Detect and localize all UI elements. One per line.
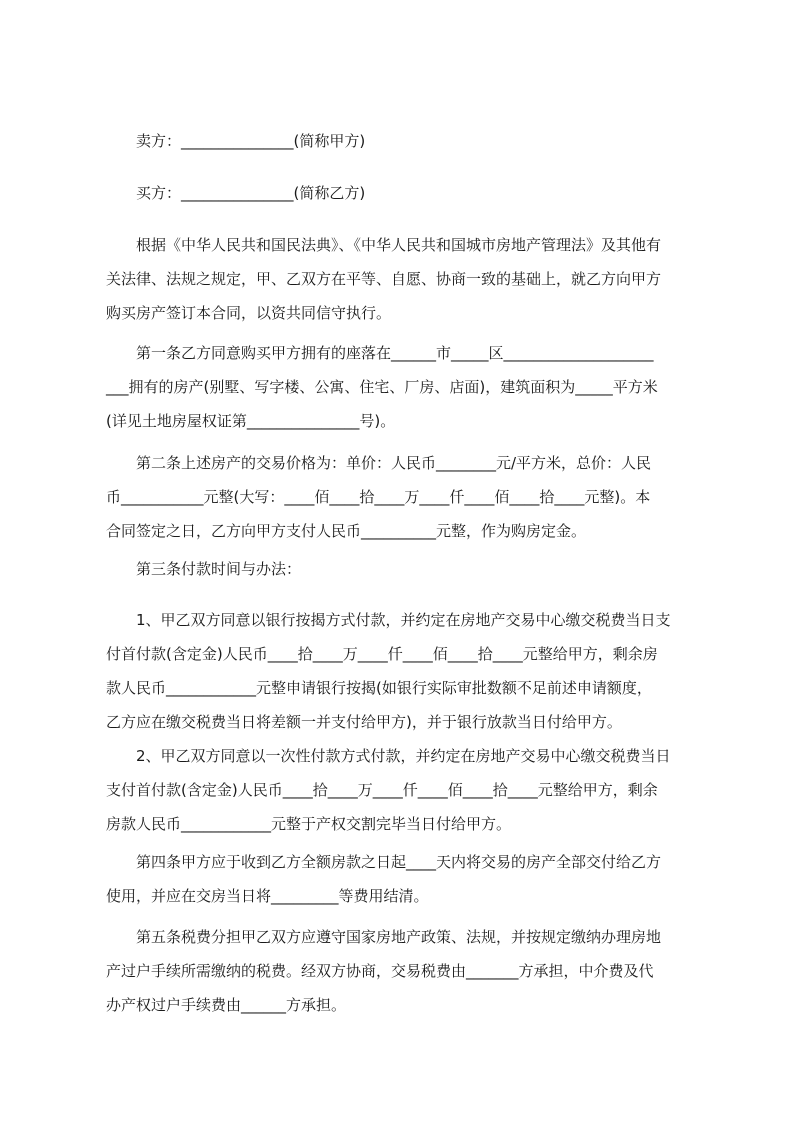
article-3-item-2-line: 支付首付款(含定金)人民币____拾____万____仟____佰____拾____元整给甲方，剩余 bbox=[106, 781, 658, 799]
article-2-line: 合同签定之日，乙方向甲方支付人民币__________元整，作为购房定金。 bbox=[106, 522, 587, 540]
article-4-paragraph bbox=[106, 845, 706, 913]
article-3-item-1-line: 款人民币____________元整申请银行按揭(如银行实际审批数额不足前述申请额度， bbox=[106, 679, 652, 697]
article-3-item-1-line: 1、甲乙双方同意以银行按揭方式付款，并约定在房地产交易中心缴交税费当日支 bbox=[136, 611, 671, 629]
article-1-paragraph bbox=[106, 336, 706, 438]
article-5-line: 第五条税费分担甲乙双方应遵守国家房地产政策、法规，并按规定缴纳办理房地 bbox=[136, 928, 662, 946]
article-2-line: 第二条上述房产的交易价格为：单价：人民币________元/平方米，总价：人民 bbox=[136, 454, 652, 472]
article-1-line: (详见土地房屋权证第_______________号)。 bbox=[106, 412, 396, 430]
article-3-title-text: 第三条付款时间与办法： bbox=[136, 560, 302, 578]
seller-text: 卖方：_______________(简称甲方) bbox=[136, 132, 366, 150]
article-1-line: ___拥有的房产(别墅、写字楼、公寓、住宅、厂房、店面)，建筑面积为_____平方米 bbox=[106, 378, 658, 396]
article-4-line: 第四条甲方应于收到乙方全额房款之日起____天内将交易的房产全部交付给乙方 bbox=[136, 853, 662, 871]
article-3-item-1 bbox=[106, 603, 706, 739]
article-3-item-1-line: 付首付款(含定金)人民币____拾____万____仟____佰____拾____元整给甲方，剩余房 bbox=[106, 645, 658, 663]
article-5-paragraph bbox=[106, 920, 706, 1022]
preamble-line: 根据《中华人民共和国民法典》、《中华人民共和国城市房地产管理法》及其他有 bbox=[136, 236, 662, 254]
article-2-line: 币___________元整(大写：____佰____拾____万____仟____佰____拾____元整)。本 bbox=[106, 488, 651, 506]
article-3-title bbox=[106, 552, 706, 586]
buyer-line bbox=[106, 176, 706, 210]
article-5-line: 办产权过户手续费由______方承担。 bbox=[106, 996, 347, 1014]
preamble-paragraph bbox=[106, 228, 706, 330]
article-3-item-2-line: 房款人民币____________元整于产权交割完毕当日付给甲方。 bbox=[106, 815, 512, 833]
preamble-line: 关法律、法规之规定，甲、乙双方在平等、自愿、协商一致的基础上，就乙方向甲方 bbox=[106, 270, 662, 288]
article-2-paragraph bbox=[106, 446, 706, 548]
article-4-line: 使用，并应在交房当日将_________等费用结清。 bbox=[106, 887, 429, 905]
article-3-item-2 bbox=[106, 739, 706, 841]
article-1-line: 第一条乙方同意购买甲方拥有的座落在______市_____区____________________ bbox=[136, 344, 654, 362]
seller-line bbox=[106, 124, 706, 158]
article-3-item-1-line: 乙方应在缴交税费当日将差额一并支付给甲方)，并于银行放款当日付给甲方。 bbox=[106, 713, 622, 731]
buyer-text: 买方：_______________(简称乙方) bbox=[136, 184, 366, 202]
preamble-line: 购买房产签订本合同，以资共同信守执行。 bbox=[106, 304, 392, 322]
article-3-item-2-line: 2、甲乙双方同意以一次性付款方式付款，并约定在房地产交易中心缴交税费当日 bbox=[136, 747, 671, 765]
article-5-line: 产过户手续所需缴纳的税费。经双方协商，交易税费由_______方承担，中介费及代 bbox=[106, 962, 654, 980]
